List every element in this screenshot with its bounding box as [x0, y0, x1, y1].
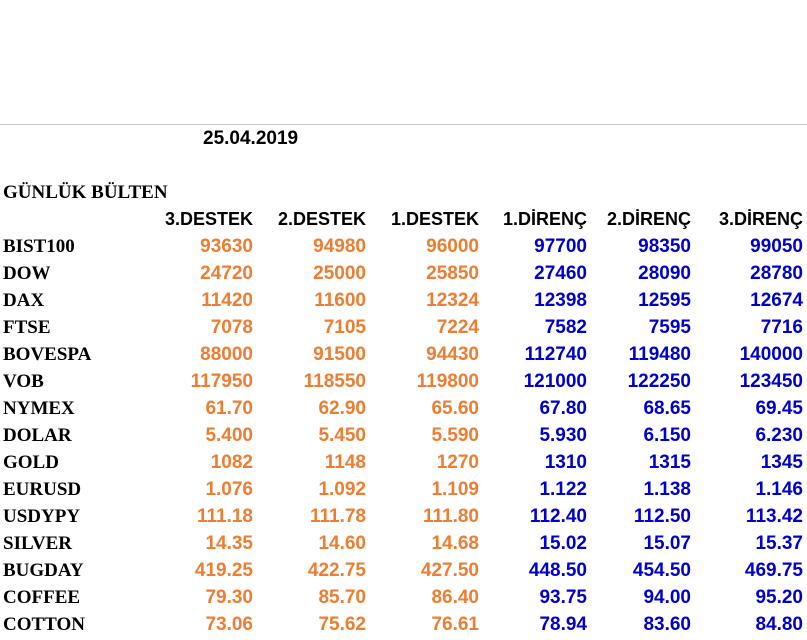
- table-row: [0, 422, 807, 449]
- level-resistance-1: 12398: [534, 290, 587, 311]
- table-row: [0, 260, 807, 287]
- level-support-2: 7105: [323, 317, 366, 338]
- levels-table: [0, 206, 807, 638]
- level-support-2: 75.62: [318, 614, 366, 635]
- instrument-name: DAX: [3, 290, 45, 311]
- level-resistance-2: 7595: [648, 317, 691, 338]
- level-resistance-3: 113.42: [745, 506, 803, 527]
- table-row: [0, 611, 807, 638]
- level-support-2: 62.90: [318, 398, 366, 419]
- level-resistance-2: 454.50: [632, 560, 691, 581]
- level-support-1: 76.61: [431, 614, 479, 635]
- header-resistance-1: 1.DİRENÇ: [502, 209, 587, 229]
- level-support-1: 14.68: [431, 533, 479, 554]
- level-support-2: 422.75: [307, 560, 366, 581]
- table-row: [0, 368, 807, 395]
- level-resistance-2: 112.50: [633, 506, 691, 527]
- instrument-name: GOLD: [3, 452, 59, 473]
- level-resistance-3: 95.20: [755, 587, 803, 608]
- level-support-3: 111.18: [196, 506, 253, 527]
- level-resistance-1: 27460: [534, 263, 587, 284]
- header-row: [0, 206, 807, 233]
- level-resistance-2: 68.65: [643, 398, 691, 419]
- level-resistance-3: 28780: [750, 263, 803, 284]
- level-support-1: 111.80: [422, 506, 479, 527]
- level-support-3: 88000: [200, 344, 253, 365]
- level-support-3: 7078: [210, 317, 253, 338]
- level-resistance-2: 12595: [638, 290, 691, 311]
- table-row: [0, 233, 807, 260]
- level-resistance-3: 7716: [760, 317, 803, 338]
- level-support-1: 65.60: [431, 398, 479, 419]
- bulletin-title: GÜNLÜK BÜLTEN: [3, 182, 168, 203]
- level-resistance-1: 78.94: [539, 614, 587, 635]
- instrument-name: BIST100: [3, 236, 75, 257]
- level-support-3: 117950: [190, 371, 253, 392]
- level-resistance-2: 1.138: [643, 479, 691, 500]
- level-resistance-3: 12674: [750, 290, 803, 311]
- instrument-name: BUGDAY: [3, 560, 84, 581]
- level-support-3: 79.30: [205, 587, 253, 608]
- level-resistance-3: 6.230: [755, 425, 803, 446]
- level-resistance-2: 83.60: [643, 614, 691, 635]
- table-row: [0, 584, 807, 611]
- table-row: [0, 530, 807, 557]
- level-resistance-1: 7582: [544, 317, 587, 338]
- level-resistance-1: 112740: [524, 344, 587, 365]
- header-support-3: 3.DESTEK: [164, 209, 253, 229]
- instrument-name: NYMEX: [3, 398, 75, 419]
- level-support-3: 5.400: [205, 425, 253, 446]
- level-support-1: 1.109: [431, 479, 479, 500]
- table-row: [0, 449, 807, 476]
- top-divider: [0, 124, 807, 125]
- level-resistance-3: 15.37: [755, 533, 803, 554]
- level-support-1: 96000: [426, 236, 479, 257]
- level-resistance-1: 97700: [534, 236, 587, 257]
- level-support-2: 1.092: [318, 479, 366, 500]
- level-support-3: 1082: [210, 452, 253, 473]
- level-support-1: 427.50: [420, 560, 479, 581]
- level-support-3: 24720: [200, 263, 253, 284]
- instrument-name: COTTON: [3, 614, 86, 635]
- level-support-3: 11420: [201, 290, 253, 311]
- level-resistance-1: 121000: [523, 371, 587, 392]
- level-support-2: 94980: [313, 236, 366, 257]
- level-support-1: 25850: [426, 263, 479, 284]
- table-row: [0, 476, 807, 503]
- level-resistance-1: 1.122: [539, 479, 587, 500]
- level-resistance-1: 112.40: [529, 506, 587, 527]
- level-support-2: 118550: [303, 371, 366, 392]
- instrument-name: DOW: [3, 263, 51, 284]
- table-row: [0, 341, 807, 368]
- level-resistance-3: 99050: [750, 236, 803, 257]
- level-resistance-1: 5.930: [539, 425, 587, 446]
- level-support-2: 11600: [314, 290, 366, 311]
- instrument-name: USDYPY: [3, 506, 81, 527]
- instrument-name: DOLAR: [3, 425, 72, 446]
- table-row: [0, 287, 807, 314]
- level-support-3: 93630: [200, 236, 253, 257]
- level-resistance-2: 1315: [648, 452, 691, 473]
- header-support-2: 2.DESTEK: [277, 209, 366, 229]
- table-row: [0, 395, 807, 422]
- header-resistance-3: 3.DİRENÇ: [718, 209, 803, 229]
- level-resistance-1: 448.50: [528, 560, 587, 581]
- level-support-1: 86.40: [431, 587, 479, 608]
- level-resistance-1: 1310: [544, 452, 587, 473]
- level-support-2: 14.60: [318, 533, 366, 554]
- level-support-1: 1270: [436, 452, 479, 473]
- level-support-1: 7224: [436, 317, 479, 338]
- level-support-2: 91500: [313, 344, 366, 365]
- table-row: [0, 557, 807, 584]
- level-resistance-2: 6.150: [643, 425, 691, 446]
- table-row: [0, 503, 807, 530]
- level-support-2: 25000: [313, 263, 366, 284]
- level-resistance-3: 69.45: [755, 398, 803, 419]
- level-resistance-2: 94.00: [643, 587, 691, 608]
- level-support-2: 111.78: [309, 506, 366, 527]
- level-resistance-1: 15.02: [539, 533, 587, 554]
- level-support-2: 85.70: [318, 587, 366, 608]
- level-resistance-2: 122250: [627, 371, 691, 392]
- header-resistance-2: 2.DİRENÇ: [606, 209, 691, 229]
- instrument-name: COFFEE: [3, 587, 81, 608]
- level-resistance-3: 1.146: [755, 479, 803, 500]
- level-resistance-3: 469.75: [744, 560, 803, 581]
- table-row: [0, 314, 807, 341]
- header-support-1: 1.DESTEK: [390, 209, 479, 229]
- level-support-1: 12324: [426, 290, 479, 311]
- level-support-2: 5.450: [318, 425, 366, 446]
- level-support-3: 1.076: [205, 479, 253, 500]
- instrument-name: BOVESPA: [3, 344, 92, 365]
- level-resistance-1: 93.75: [539, 587, 587, 608]
- report-date: 25.04.2019: [203, 128, 299, 149]
- level-resistance-2: 98350: [638, 236, 691, 257]
- instrument-name: FTSE: [3, 317, 51, 338]
- level-resistance-3: 123450: [739, 371, 803, 392]
- level-support-1: 5.590: [431, 425, 479, 446]
- level-support-3: 73.06: [205, 614, 253, 635]
- level-support-2: 1148: [324, 452, 366, 473]
- level-resistance-3: 84.80: [755, 614, 803, 635]
- level-support-3: 61.70: [205, 398, 253, 419]
- level-support-3: 14.35: [205, 533, 253, 554]
- level-resistance-2: 28090: [638, 263, 691, 284]
- level-resistance-3: 1345: [760, 452, 803, 473]
- level-resistance-2: 15.07: [643, 533, 691, 554]
- level-resistance-2: 119480: [628, 344, 691, 365]
- level-support-1: 119800: [416, 371, 479, 392]
- instrument-name: EURUSD: [3, 479, 82, 500]
- level-resistance-3: 140000: [739, 344, 803, 365]
- level-support-3: 419.25: [194, 560, 253, 581]
- instrument-name: SILVER: [3, 533, 73, 554]
- instrument-name: VOB: [3, 371, 44, 392]
- level-support-1: 94430: [426, 344, 479, 365]
- level-resistance-1: 67.80: [539, 398, 587, 419]
- table-body: [0, 233, 807, 638]
